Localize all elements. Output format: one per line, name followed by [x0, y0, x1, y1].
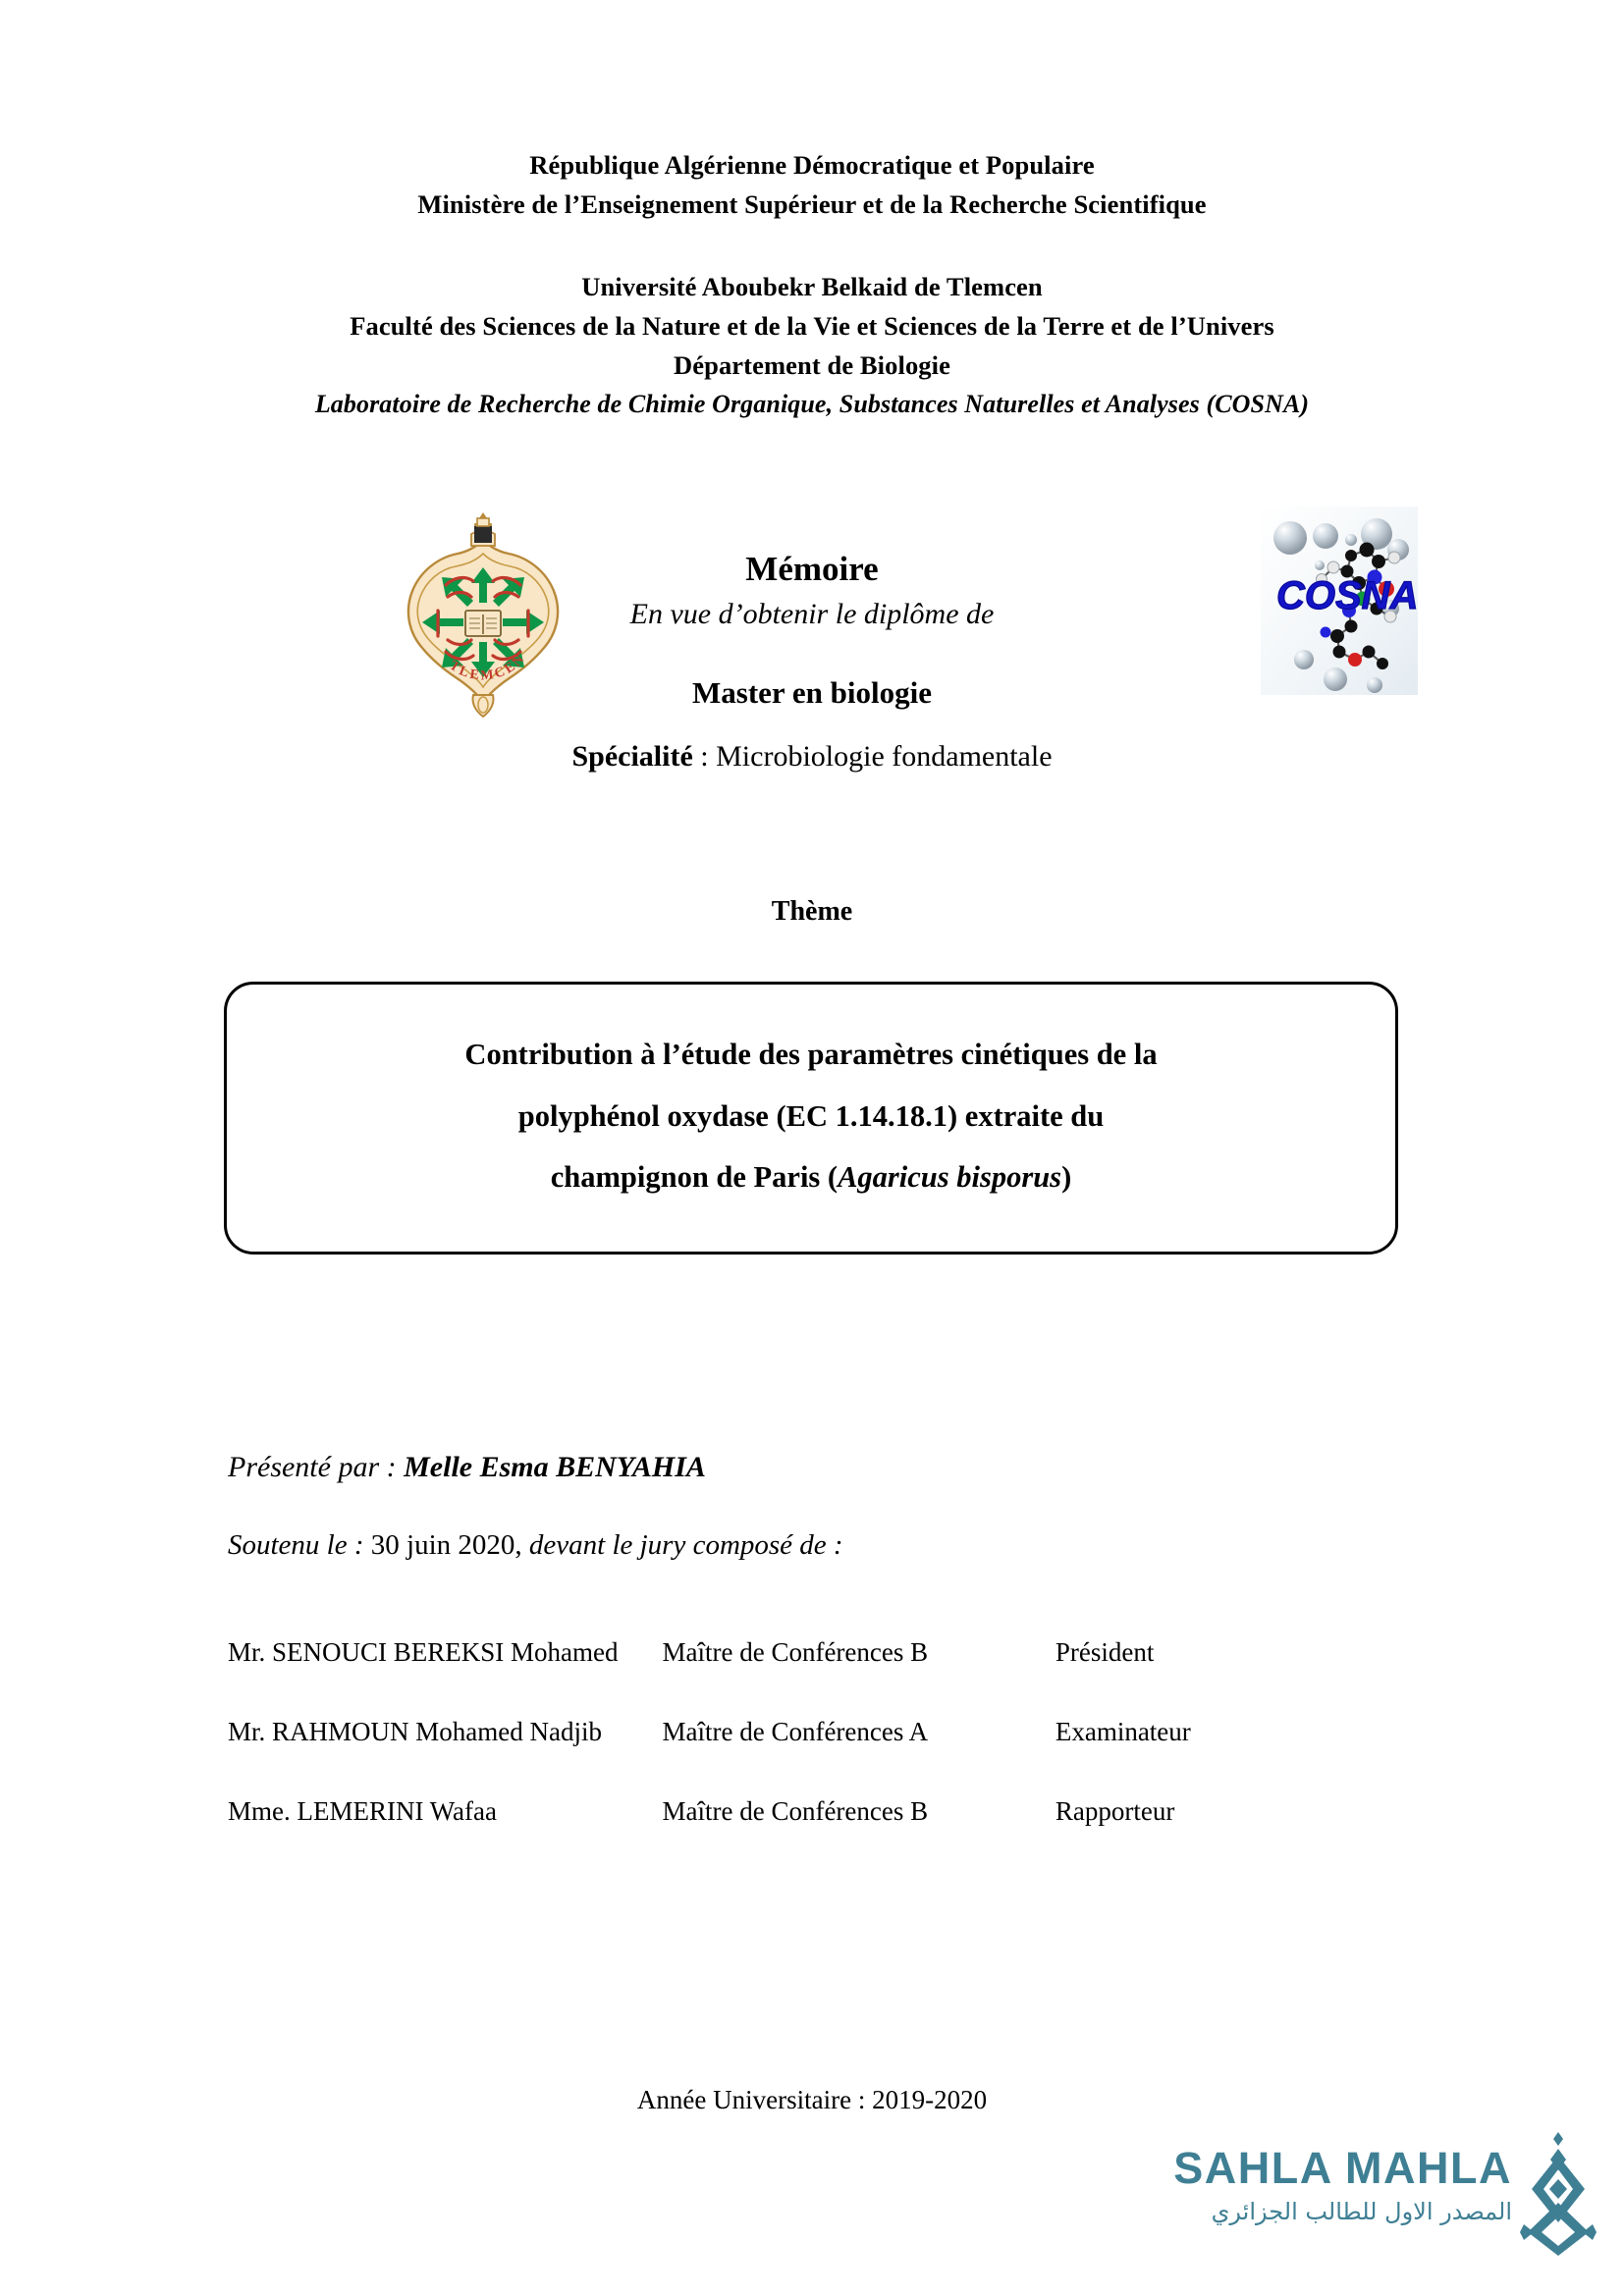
header-line-ministry: Ministère de l’Enseignement Supérieur et de la Recherche Scientifique — [417, 189, 1207, 220]
amazigh-diamond-icon — [1514, 2130, 1602, 2256]
sahla-mahla-brand: SAHLA MAHLA — [1173, 2143, 1512, 2193]
header-line-republic: République Algérienne Démocratique et Populaire — [529, 150, 1095, 180]
table-row — [228, 1717, 1386, 1796]
theme-label: Thème — [771, 896, 853, 927]
header-line-university: Université Aboubekr Belkaid de Tlemcen — [581, 271, 1043, 301]
speciality-value: Microbiologie fondamentale — [716, 739, 1053, 773]
cosna-wordmark: COSNA — [1276, 574, 1418, 617]
table-row — [228, 1637, 1386, 1717]
jury-member-name: Mr. RAHMOUN Mohamed Nadjib — [228, 1717, 602, 1746]
header-spacer — [0, 225, 1624, 267]
speciality-separator: : — [692, 739, 717, 773]
memoire-title: Mémoire — [745, 550, 879, 588]
jury-member-grade: Maître de Conférences B — [662, 1637, 929, 1667]
speciality-line — [0, 740, 1624, 774]
header-line-department: Département de Biologie — [674, 350, 950, 381]
memoire-subtitle: En vue d’obtenir le diplôme de — [629, 597, 995, 630]
theme-line-3-prefix: champignon de Paris ( — [550, 1160, 839, 1195]
header-line-laboratory: Laboratoire de Recherche de Chimie Organique, Substances Naturelles et Analyses (COSNA) — [314, 390, 1310, 419]
defense-date: 30 juin 2020, — [370, 1529, 522, 1561]
theme-box — [224, 982, 1398, 1255]
defense-label: Soutenu le : — [228, 1529, 371, 1561]
table-row — [228, 1796, 1386, 1876]
defense-suffix: devant le jury composé de : — [521, 1529, 843, 1561]
jury-table — [228, 1637, 1386, 1876]
jury-member-name: Mme. LEMERINI Wafaa — [228, 1796, 497, 1826]
theme-species-name: Agaricus bisporus — [838, 1160, 1062, 1195]
author-name: Melle Esma BENYAHIA — [404, 1451, 706, 1483]
theme-line-3-suffix: ) — [1061, 1160, 1072, 1195]
defense-line — [228, 1529, 843, 1562]
diploma-block — [0, 548, 1624, 774]
theme-line-3 — [272, 1147, 1350, 1208]
sahla-mahla-watermark — [1129, 2138, 1600, 2256]
sahla-mahla-tagline: المصدر الاول للطالب الجزائري — [1211, 2198, 1512, 2225]
jury-member-role: Rapporteur — [1055, 1796, 1175, 1826]
theme-line-2: polyphénol oxydase (EC 1.14.18.1) extraite du — [517, 1098, 1105, 1133]
jury-member-grade: Maître de Conférences A — [662, 1717, 929, 1746]
jury-member-role: Président — [1055, 1637, 1155, 1667]
degree-title: Master en biologie — [692, 674, 932, 710]
speciality-label: Spécialité — [571, 739, 693, 773]
theme-line-1: Contribution à l’étude des paramètres cinétiques de la — [464, 1038, 1158, 1071]
jury-member-grade: Maître de Conférences B — [662, 1796, 929, 1826]
jury-member-name: Mr. SENOUCI BEREKSI Mohamed — [228, 1637, 619, 1667]
document-header — [0, 145, 1624, 424]
academic-year: Année Universitaire : 2019-2020 — [636, 2085, 988, 2114]
header-line-faculty: Faculté des Sciences de la Nature et de la Vie et Sciences de la Terre et de l’Univers — [350, 310, 1274, 341]
author-label: Présenté par : — [228, 1451, 405, 1483]
jury-member-role: Examinateur — [1055, 1717, 1191, 1746]
author-line — [228, 1451, 706, 1484]
svg-text:TLEMCEN: TLEMCEN — [446, 650, 529, 684]
